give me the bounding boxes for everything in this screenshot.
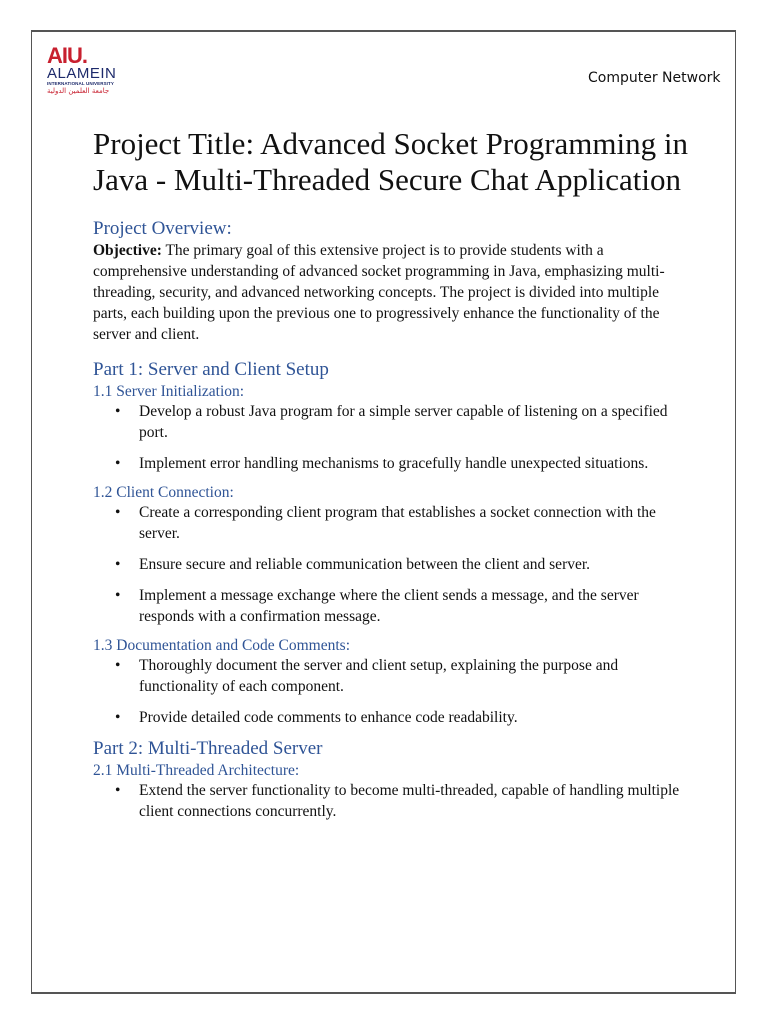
document-body xyxy=(93,126,693,832)
bullet-icon: • xyxy=(115,782,121,799)
bullet-icon: • xyxy=(115,709,121,726)
list-item: • Extend the server functionality to become multi-threaded, capable of handling multiple client connections concurrently. xyxy=(115,782,680,820)
section-1-2-list xyxy=(93,502,693,627)
course-name: Computer Network xyxy=(588,70,721,86)
list-item: • Implement error handling mechanisms to gracefully handle unexpected situations. xyxy=(115,455,649,472)
section-1-1-list xyxy=(93,401,693,474)
list-item: • Thoroughly document the server and client setup, explaining the purpose and functionality of each component. xyxy=(115,657,619,695)
objective-paragraph xyxy=(93,240,693,345)
part-2-heading: Part 2: Multi-Threaded Server xyxy=(93,738,323,759)
bullet-icon: • xyxy=(115,504,121,521)
bullet-icon: • xyxy=(115,657,121,674)
section-1-3-list xyxy=(93,655,693,728)
list-item: • Implement a message exchange where the client sends a message, and the server responds with a confirmation message. xyxy=(115,587,639,625)
list-item: • Create a corresponding client program that establishes a socket connection with the server. xyxy=(115,504,656,542)
list-item: • Provide detailed code comments to enhance code readability. xyxy=(115,709,518,726)
objective-text: The primary goal of this extensive project is to provide students with a comprehensive understanding of advanced socket programming in Java, emphasizing multi-threading, security, and advanced networking concepts. The project is divided into multiple parts, each building upon the previous one to progressively enhance the functionality of the server and client. xyxy=(93,242,665,343)
part-1-heading: Part 1: Server and Client Setup xyxy=(93,359,329,380)
section-1-2-heading: 1.2 Client Connection: xyxy=(93,484,234,501)
overview-heading: Project Overview: xyxy=(93,218,232,239)
bullet-icon: • xyxy=(115,403,121,420)
university-logo xyxy=(47,43,137,102)
logo-arabic-name: جامعة العلمين الدولية xyxy=(47,87,110,95)
logo-name: ALAMEIN xyxy=(47,65,117,82)
section-1-3-heading: 1.3 Documentation and Code Comments: xyxy=(93,637,351,654)
section-1-1-heading: 1.1 Server Initialization: xyxy=(93,383,245,400)
logo-mark: AIU. xyxy=(47,43,87,68)
list-item: • Ensure secure and reliable communication between the client and server. xyxy=(115,556,591,573)
section-2-1-list xyxy=(93,780,693,822)
page-title: Project Title: Advanced Socket Programming in Java - Multi-Threaded Secure Chat Application xyxy=(93,126,688,197)
objective-label: Objective: xyxy=(93,242,162,259)
bullet-icon: • xyxy=(115,587,121,604)
bullet-icon: • xyxy=(115,556,121,573)
section-2-1-heading: 2.1 Multi-Threaded Architecture: xyxy=(93,762,300,779)
bullet-icon: • xyxy=(115,455,121,472)
logo-subtitle: INTERNATIONAL UNIVERSITY xyxy=(47,81,114,86)
list-item: • Develop a robust Java program for a simple server capable of listening on a specified port. xyxy=(115,403,668,441)
